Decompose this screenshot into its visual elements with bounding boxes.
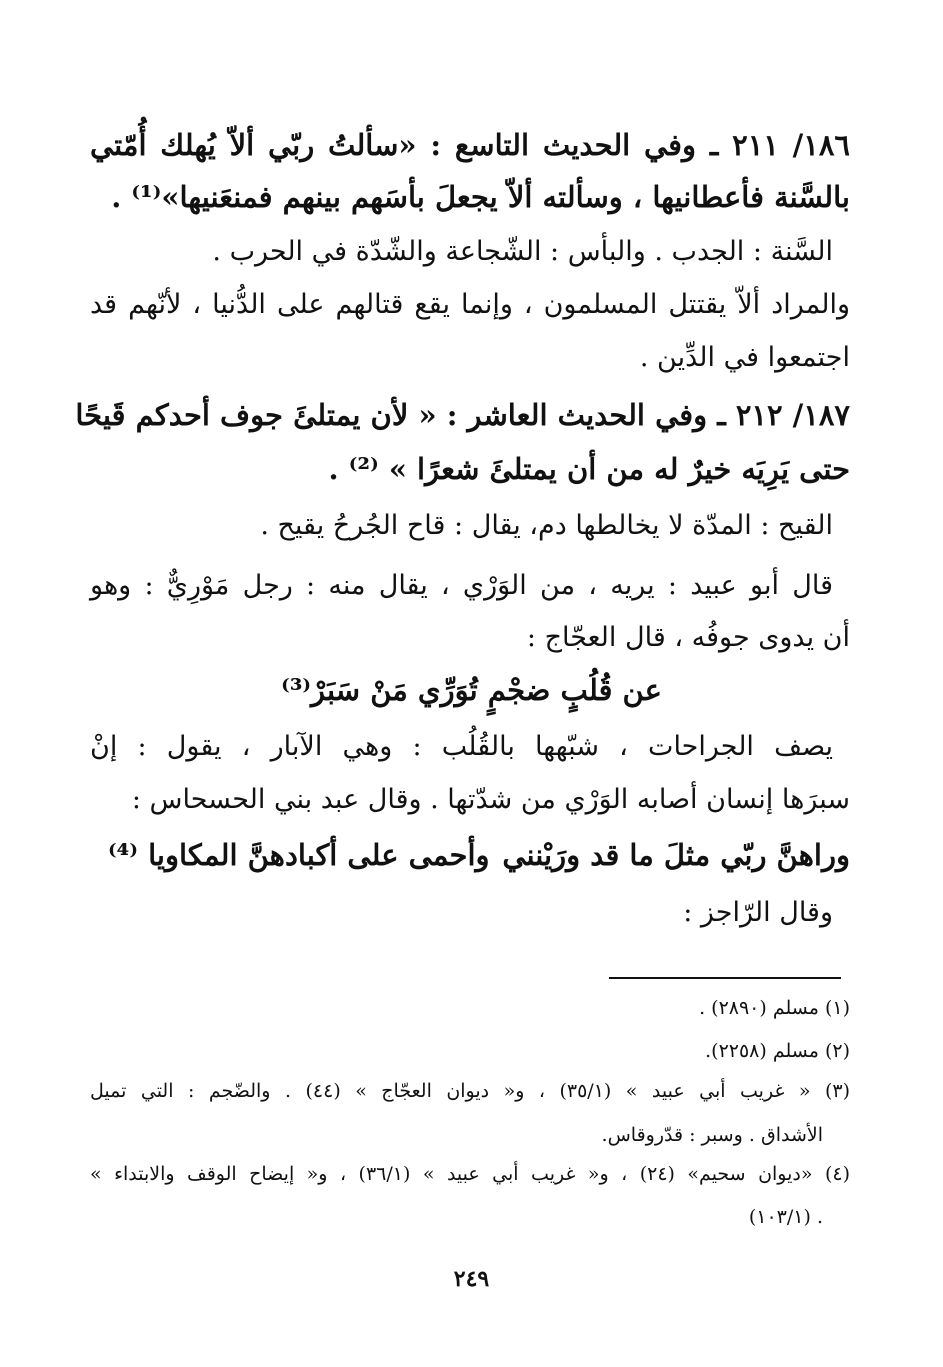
- commentary-line-4: القيح : المدّة لا يخالطها دم، يقال : قاح الجُرحُ يقيح .: [260, 510, 833, 541]
- footnote-3-line-1: (٣) « غريب أبي عبيد » (٣٥/١) ، و« ديوان العجّاج » (٤٤) . والضّجم : التي تميل: [90, 1080, 851, 1102]
- footnote-3-line-2: الأشداق . وسبر : قدّروقاس.: [601, 1124, 823, 1146]
- footnote-4-line-1: (٤) «ديوان سحيم» (٢٤) ، و« غريب أبي عبيد » (٣٦/١) ، و« إيضاح الوقف والابتداء »: [90, 1163, 850, 1185]
- footnote-divider: [609, 977, 841, 979]
- commentary-line-6: أن يدوى جوفُه ، قال العجّاج :: [526, 622, 850, 653]
- verse-first-hemistich: وراهنَّ ربّي مثلَ ما قد ورَيْنني: [502, 838, 850, 872]
- hadith-186-line-2: بالسَّنة فأعطانيها ، وسألته ألاّ يجعلَ بأسَهم بينهم فمنعَنيها»⁽¹⁾ .: [111, 180, 850, 214]
- page-number: ٢٤٩: [453, 1266, 490, 1292]
- verse-ajjaj: عن قُلُبٍ ضجْمٍ تُوَرِّي مَنْ سَبَرْ⁽³⁾: [281, 673, 662, 707]
- commentary-line-8: سبرَها إنسان أصابه الوَرْي من شدّتها . وقال عبد بني الحسحاس :: [131, 784, 850, 815]
- hadith-187-line-2: حتى يَرِيَه خيرٌ له من أن يمتلئَ شعرًا » ⁽²⁾ .: [328, 452, 850, 486]
- verse-second-hemistich: وأحمى على أكبادهنَّ المكاويا ⁽⁴⁾: [108, 838, 490, 872]
- footnote-4-line-2: (١٠٣/١) .: [748, 1206, 823, 1228]
- commentary-line-9: وقال الرّاجز :: [683, 897, 833, 928]
- commentary-line-2: والمراد ألاّ يقتتل المسلمون ، وإنما يقع قتالهم على الدُّنيا ، لأنّهم قد: [90, 289, 850, 320]
- footnote-2: (٢) مسلم (٢٢٥٨).: [705, 1040, 850, 1062]
- commentary-line-5: قال أبو عبيد : يريه ، من الوَرْي ، يقال منه : رجل مَوْرِيٌّ : وهو: [90, 570, 833, 601]
- hadith-187-line-1: ١٨٧/ ٢١٢ ـ وفي الحديث العاشر : « لأن يمتلئَ جوف أحدكم قَيحًا: [75, 398, 850, 432]
- hadith-186-line-1: ١٨٦/ ٢١١ ـ وفي الحديث التاسع : «سألتُ ربّي ألاّ يُهلك أُمّتي: [90, 128, 850, 162]
- commentary-line-1: السَّنة : الجدب . والبأس : الشّجاعة والشّدّة في الحرب .: [212, 236, 833, 267]
- commentary-line-3: اجتمعوا في الدِّين .: [639, 342, 850, 373]
- commentary-line-7: يصف الجراحات ، شبّهها بالقُلُب : وهي الآبار ، يقول : إنْ: [90, 731, 833, 762]
- footnote-1: (١) مسلم (٢٨٩٠) .: [699, 997, 850, 1019]
